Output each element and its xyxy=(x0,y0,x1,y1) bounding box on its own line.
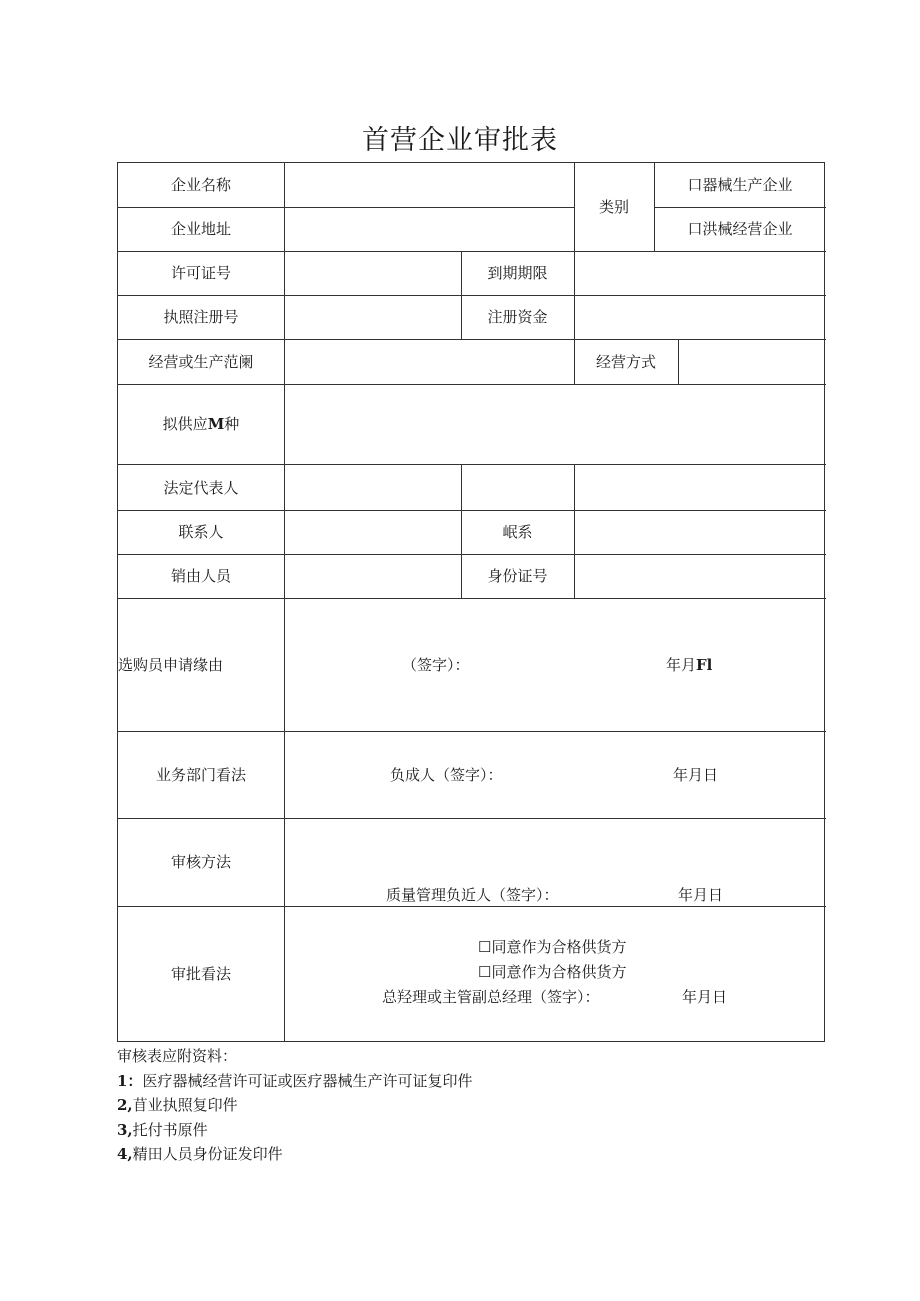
legal-rep-label: 法定代表人 xyxy=(163,479,239,497)
id-no-label: 身份证号 xyxy=(487,567,548,585)
phone-label: 岷系 xyxy=(502,523,533,541)
contact-label: 联系人 xyxy=(178,523,224,541)
buyer-date: 年月Fl xyxy=(666,656,713,674)
review-date: 年月日 xyxy=(678,886,724,904)
sales-person-label: 销由人员 xyxy=(170,567,231,585)
dept-date: 年月日 xyxy=(673,766,719,784)
scope-label: 经营或生产范阑 xyxy=(148,353,254,371)
license-no-label: 许可证号 xyxy=(170,264,231,282)
business-license-label: 执照注册号 xyxy=(163,308,239,326)
dept-signature: 负成人（签字）： xyxy=(390,766,503,784)
category-option-manufacturer[interactable]: 口器械生产企业 xyxy=(687,176,793,194)
products-label: 拟供应M种 xyxy=(162,415,240,433)
review-label: 审核方法 xyxy=(170,853,231,871)
note-item: 3,托付书原件 xyxy=(117,1120,208,1139)
approval-date: 年月日 xyxy=(682,988,728,1006)
company-address-field[interactable] xyxy=(285,208,574,251)
category-option-distributor[interactable]: 口洪械经营企业 xyxy=(687,220,793,238)
buyer-reason-label: 选购员申请缘由 xyxy=(118,656,224,674)
page-title: 首营企业审批表 xyxy=(362,125,558,156)
approval-form-table xyxy=(117,162,825,1042)
review-signature: 质量管理负近人（签字）： xyxy=(386,886,559,904)
notes-heading: 审核表应附资料： xyxy=(117,1047,238,1065)
company-name-label: 企业名称 xyxy=(170,176,231,194)
business-mode-label: 经营方式 xyxy=(595,353,656,371)
company-address-label: 企业地址 xyxy=(170,220,231,238)
note-item: 4,精田人员身份证发印件 xyxy=(117,1145,283,1163)
note-item: 2,苜业执照复印件 xyxy=(117,1096,238,1114)
dept-opinion-label: 业务部门看法 xyxy=(155,766,246,784)
approval-signature: 总羟理或主管副总经理（签字）： xyxy=(382,988,600,1006)
category-label: 类别 xyxy=(598,198,629,216)
approval-option-1[interactable]: ☐同意作为合格供货方 xyxy=(478,938,627,956)
attachment-notes xyxy=(117,1044,472,1167)
approval-label: 审批看法 xyxy=(170,965,231,983)
buyer-signature: （签字）： xyxy=(402,656,470,674)
registered-capital-label: 注册资金 xyxy=(487,308,548,326)
approval-option-2[interactable]: ☐同意作为合格供货方 xyxy=(478,963,627,981)
note-item: 1：医疗器械经营许可证或医疗器械生产许可证复印件 xyxy=(117,1071,473,1090)
company-name-field[interactable] xyxy=(285,163,574,207)
expiry-label: 到期期限 xyxy=(487,264,548,282)
